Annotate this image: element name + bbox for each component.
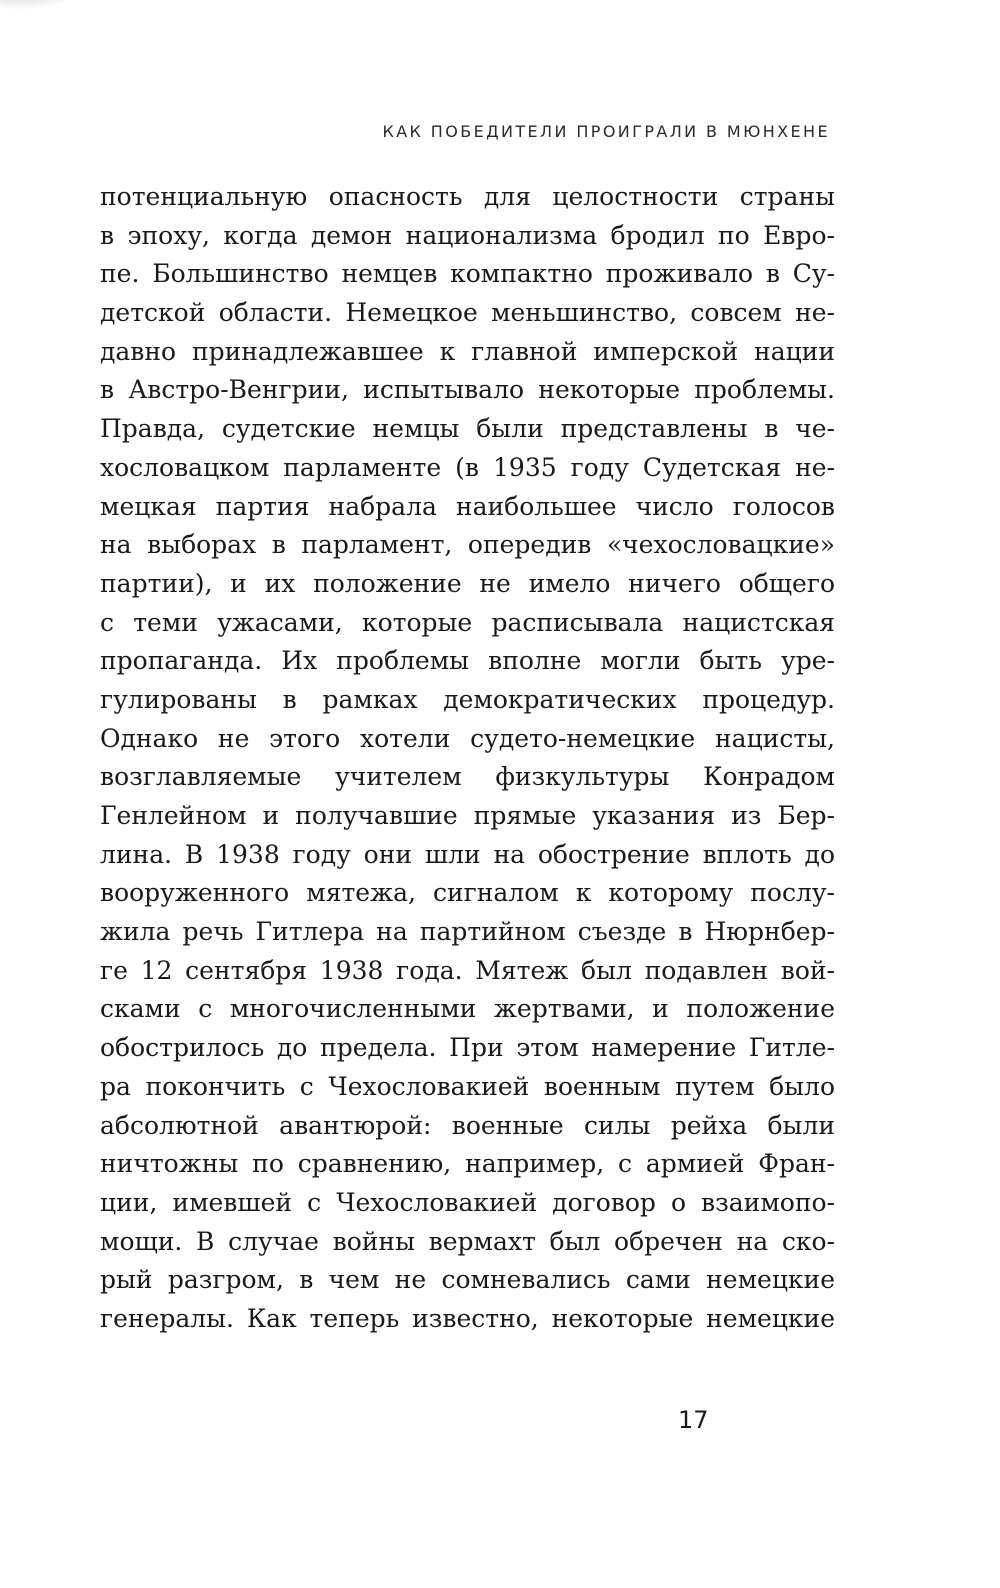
body-text — [100, 178, 835, 1339]
text-line: Генлейном и получавшие прямые указания из Бер- — [100, 801, 835, 830]
text-line: пропаганда. Их проблемы вполне могли быть уре- — [100, 646, 835, 676]
text-line: в эпоху, когда демон национализма бродил по Евро- — [100, 220, 835, 250]
text-line: рый разгром, в чем не сомневались сами немецкие — [100, 1265, 835, 1295]
text-line: вооруженного мятежа, сигналом к которому послу- — [100, 878, 835, 908]
text-line: на выборах в парламент, опередив «чехословацкие» — [100, 530, 835, 560]
text-line: ничтожны по сравнению, например, с армией Фран- — [100, 1149, 835, 1179]
page-corner-shadow — [0, 0, 80, 10]
text-line: жила речь Гитлера на партийном съезде в Нюрнбер- — [100, 917, 835, 947]
text-line: ра покончить с Чехословакией военным путем было — [100, 1071, 835, 1101]
text-line: лина. В 1938 году они шли на обострение вплоть до — [100, 839, 835, 869]
text-line: партии), и их положение не имело ничего общего — [100, 568, 835, 598]
text-line: мощи. В случае войны вермахт был обречен на ско- — [100, 1226, 835, 1256]
text-line: ции, имевшей с Чехословакией договор о взаимопо- — [100, 1187, 835, 1217]
text-line: Однако не этого хотели судето-немецкие нацисты, — [100, 723, 835, 753]
text-line: в Австро-Венгрии, испытывало некоторые проблемы. — [100, 375, 835, 405]
text-line: гулированы в рамках демократических процедур. — [100, 684, 835, 714]
text-line: с теми ужасами, которые расписывала нацистская — [100, 607, 835, 637]
text-line: ге 12 сентября 1938 года. Мятеж был подавлен вой- — [100, 955, 835, 985]
text-line: мецкая партия набрала наибольшее число голосов — [100, 491, 835, 521]
text-line: генералы. Как теперь известно, некоторые немецкие — [100, 1303, 835, 1333]
text-line: Правда, судетские немцы были представлены в че- — [100, 414, 835, 444]
text-line: давно принадлежавшее к главной имперской нации — [100, 336, 835, 366]
text-line: пе. Большинство немцев компактно проживало в Су- — [100, 259, 835, 289]
text-line: потенциальную опасность для целостности страны — [100, 182, 835, 211]
text-line: обострилось до предела. При этом намерение Гитле- — [100, 1033, 835, 1063]
running-header: КАК ПОБЕДИТЕЛИ ПРОИГРАЛИ В МЮНХЕНЕ — [382, 122, 830, 141]
text-line: возглавляемые учителем физкультуры Конрадом — [100, 762, 835, 792]
text-line: абсолютной авантюрой: военные силы рейха были — [100, 1110, 835, 1140]
text-line: детской области. Немецкое меньшинство, совсем не- — [100, 298, 835, 328]
text-line: сками с многочисленными жертвами, и положение — [100, 994, 835, 1024]
text-line: хословацком парламенте (в 1935 году Судетская не- — [100, 452, 835, 482]
page-number: 17 — [678, 1406, 709, 1434]
